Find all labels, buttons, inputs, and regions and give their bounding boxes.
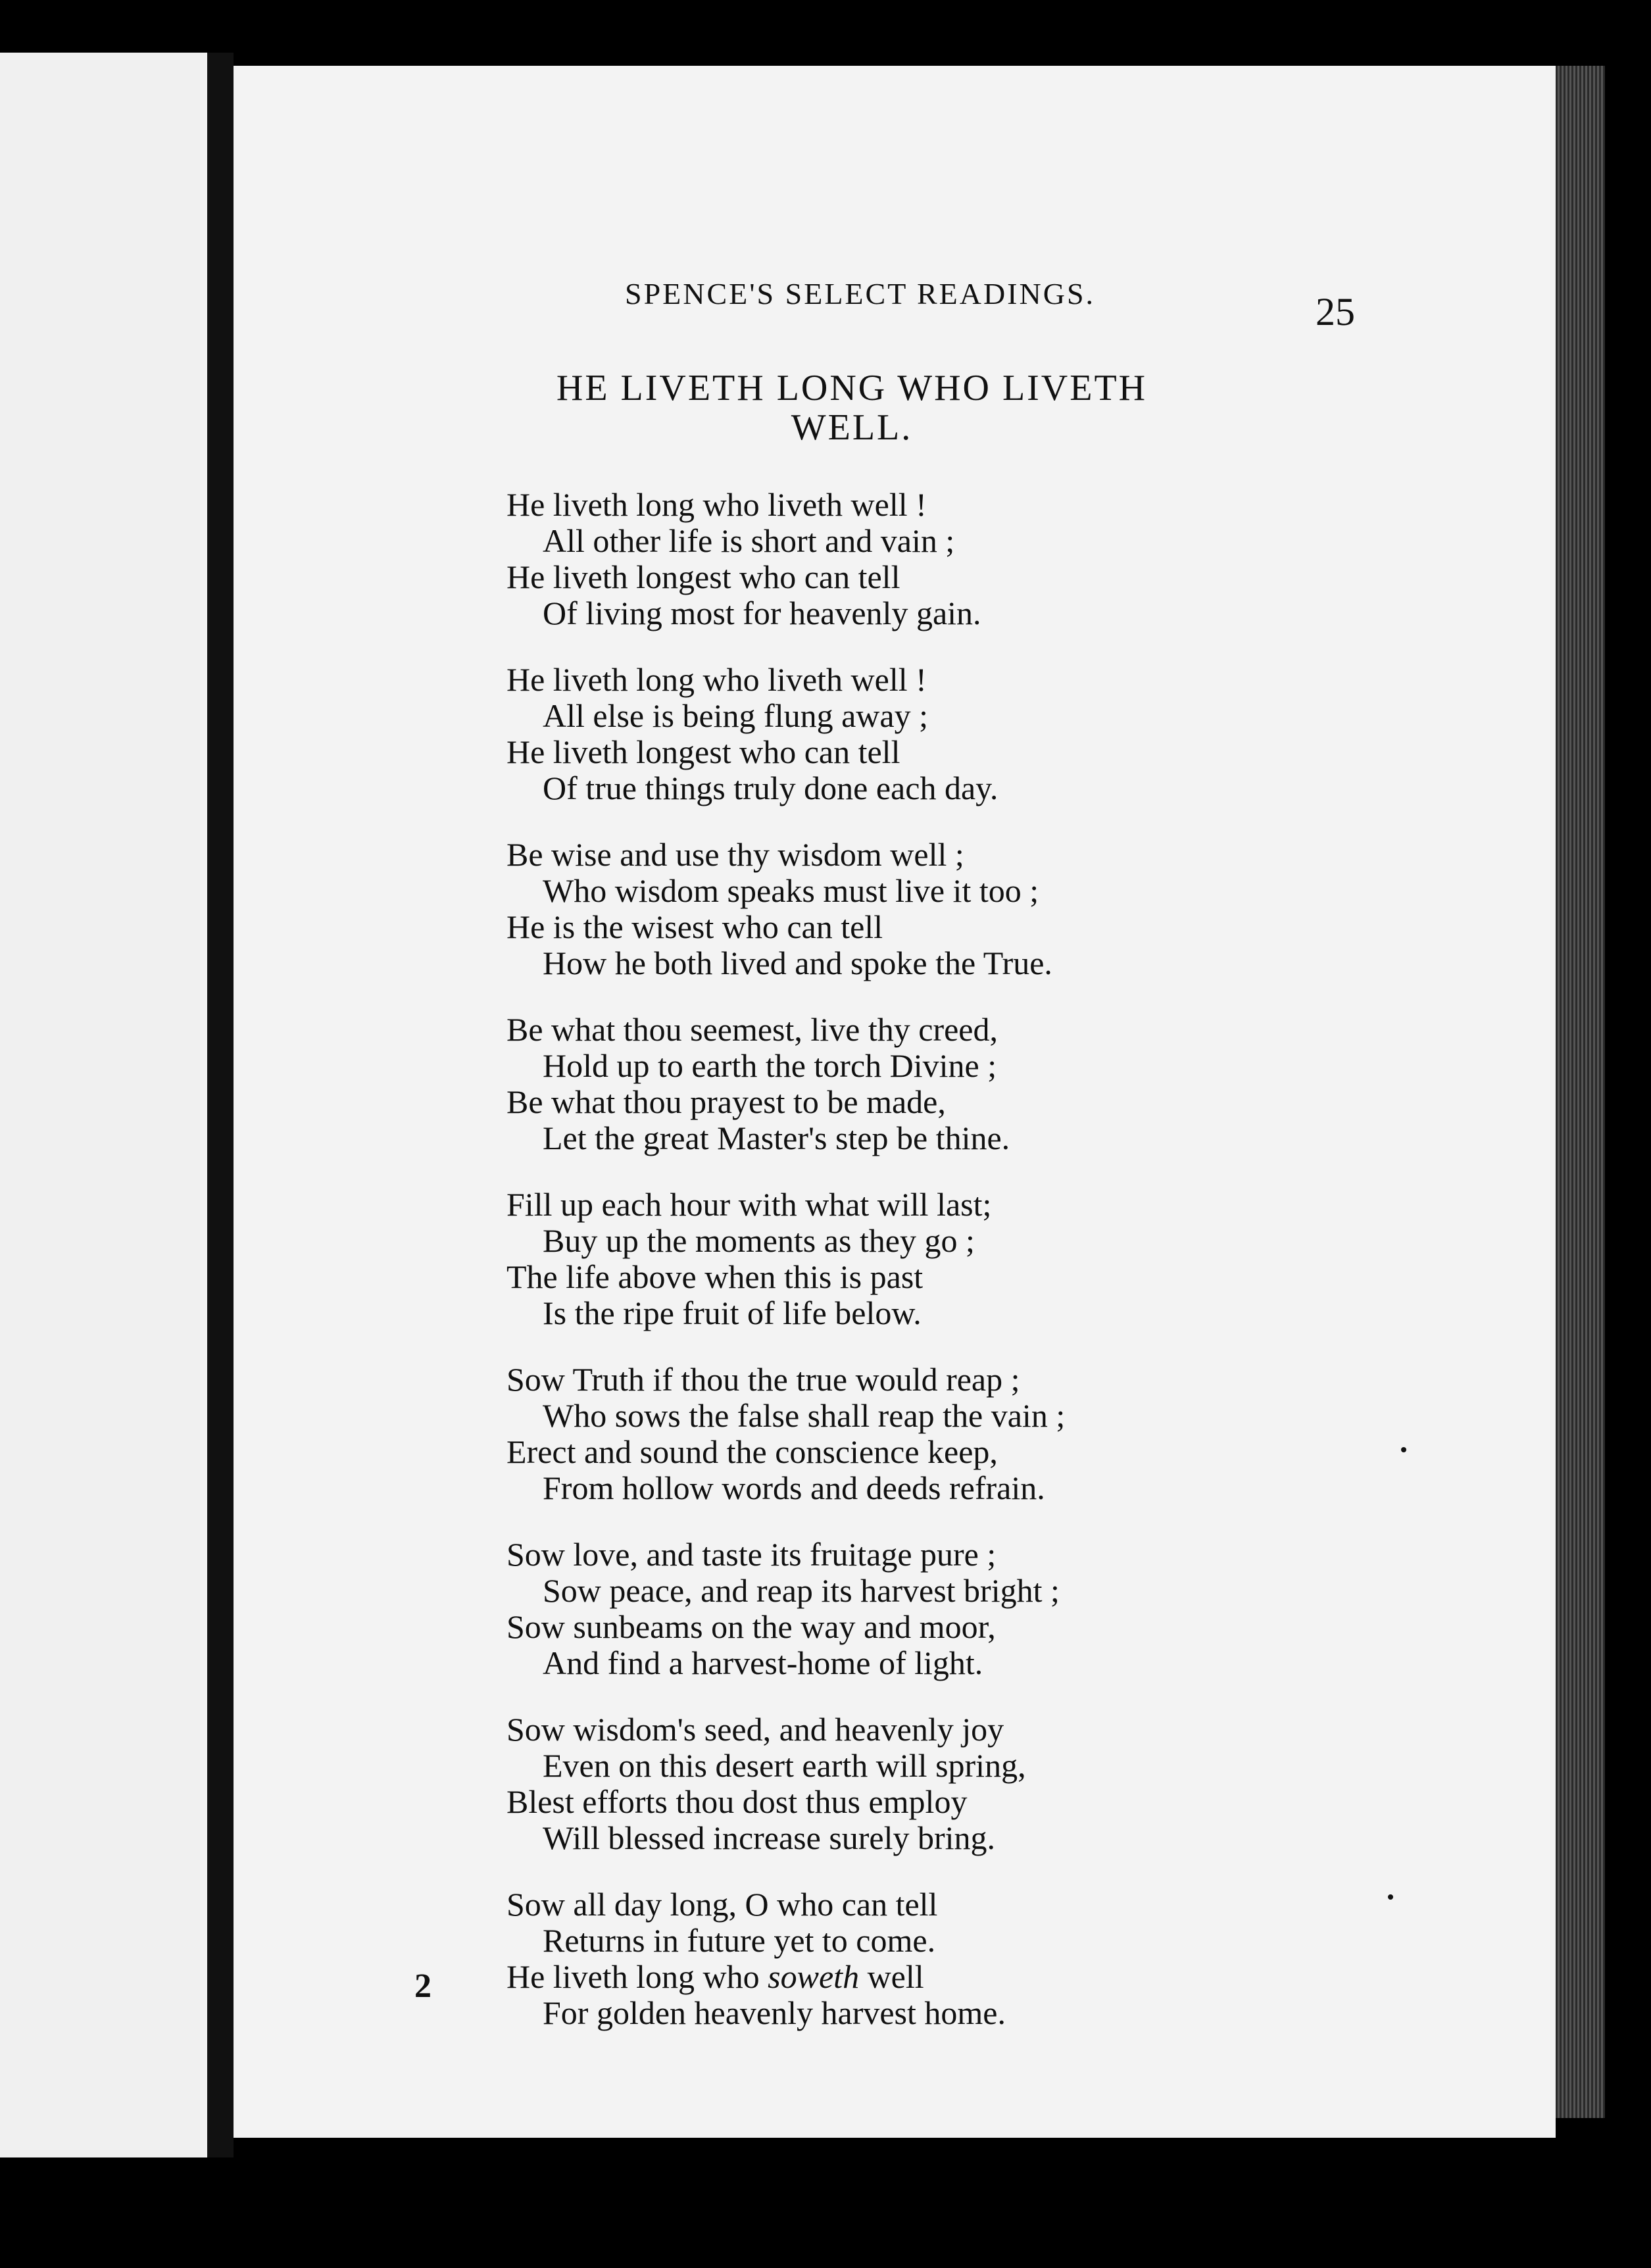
poem-line: Who wisdom speaks must live it too ; <box>543 872 1039 909</box>
poem-line: Blest efforts thou dost thus employ <box>506 1783 968 1820</box>
poem-line: Let the great Master's step be thine. <box>543 1120 1010 1156</box>
book-gutter <box>207 53 234 2157</box>
poem-line: Be what thou seemest, live thy creed, <box>506 1011 998 1048</box>
poem-line: Buy up the moments as they go ; <box>543 1222 975 1259</box>
signature-mark: 2 <box>414 1967 431 2005</box>
line-segment: He liveth long who <box>506 1958 768 1995</box>
stanza <box>506 1886 1230 2031</box>
poem-line: Is the ripe fruit of life below. <box>543 1294 922 1331</box>
poem-line: Of living most for heavenly gain. <box>543 595 981 631</box>
poem-line: He liveth long who liveth well ! <box>506 661 927 698</box>
italic-word: soweth <box>768 1958 860 1995</box>
poem-line: Sow peace, and reap its harvest bright ; <box>543 1572 1060 1609</box>
line-segment: Sow all day long, O who can tell <box>506 1886 938 1923</box>
running-head: SPENCE'S SELECT READINGS. <box>625 277 1096 310</box>
poem-line: All else is being flung away ; <box>543 697 928 734</box>
poem-line: All other life is short and vain ; <box>543 522 955 559</box>
line-segment: Returns in future yet to come. <box>543 1922 936 1959</box>
poem-line: Will blessed increase surely bring. <box>543 1819 996 1856</box>
poem-line: Fill up each hour with what will last; <box>506 1186 992 1223</box>
left-page-edge <box>0 53 209 2157</box>
poem-line <box>506 1923 1230 1959</box>
poem-line: He liveth longest who can tell <box>506 733 900 770</box>
stanza <box>506 1187 1230 1331</box>
poem-title-line-2: WELL. <box>791 407 913 448</box>
poem-line: Sow Truth if thou the true would reap ; <box>506 1361 1020 1398</box>
poem-line: Hold up to earth the torch Divine ; <box>543 1047 997 1084</box>
poem-title <box>480 368 1223 447</box>
poem-line: From hollow words and deeds refrain. <box>543 1469 1045 1506</box>
poem-line: And find a harvest-home of light. <box>543 1644 983 1681</box>
poem-line: He liveth longest who can tell <box>506 558 900 595</box>
ink-speck <box>1388 1894 1393 1900</box>
stanza <box>506 837 1230 981</box>
poem-line: He liveth long who liveth well ! <box>506 486 927 523</box>
poem-line: Even on this desert earth will spring, <box>543 1747 1026 1784</box>
poem-line: Who sows the false shall reap the vain ; <box>543 1397 1066 1434</box>
poem-line <box>506 1995 1230 2031</box>
poem-line: The life above when this is past <box>506 1258 924 1295</box>
poem-line: Erect and sound the conscience keep, <box>506 1433 998 1470</box>
stanza <box>506 487 1230 631</box>
poem-line: Sow love, and taste its fruitage pure ; <box>506 1536 997 1573</box>
line-segment: For golden heavenly harvest home. <box>543 1994 1006 2031</box>
ink-speck <box>1401 1447 1406 1452</box>
poem-line: How he both lived and spoke the True. <box>543 945 1052 981</box>
page-edges <box>1556 66 1605 2118</box>
stanza <box>506 1012 1230 1156</box>
poem-line: Be wise and use thy wisdom well ; <box>506 836 964 873</box>
stanza <box>506 1712 1230 1856</box>
poem-line: Sow sunbeams on the way and moor, <box>506 1608 996 1645</box>
poem-title-line-1: HE LIVETH LONG WHO LIVETH <box>556 368 1148 408</box>
page-number: 25 <box>1316 290 1355 333</box>
stanza <box>506 1362 1230 1506</box>
poem-line: Of true things truly done each day. <box>543 770 998 806</box>
line-segment: well <box>859 1958 924 1995</box>
poem-line <box>506 1886 1230 1923</box>
poem-line: Be what thou prayest to be made, <box>506 1083 946 1120</box>
stanza <box>506 1537 1230 1681</box>
poem-line <box>506 1959 1230 1995</box>
stanza <box>506 662 1230 806</box>
poem-line: Sow wisdom's seed, and heavenly joy <box>506 1711 1004 1748</box>
poem-body <box>506 487 1230 2061</box>
poem-line: He is the wisest who can tell <box>506 908 883 945</box>
